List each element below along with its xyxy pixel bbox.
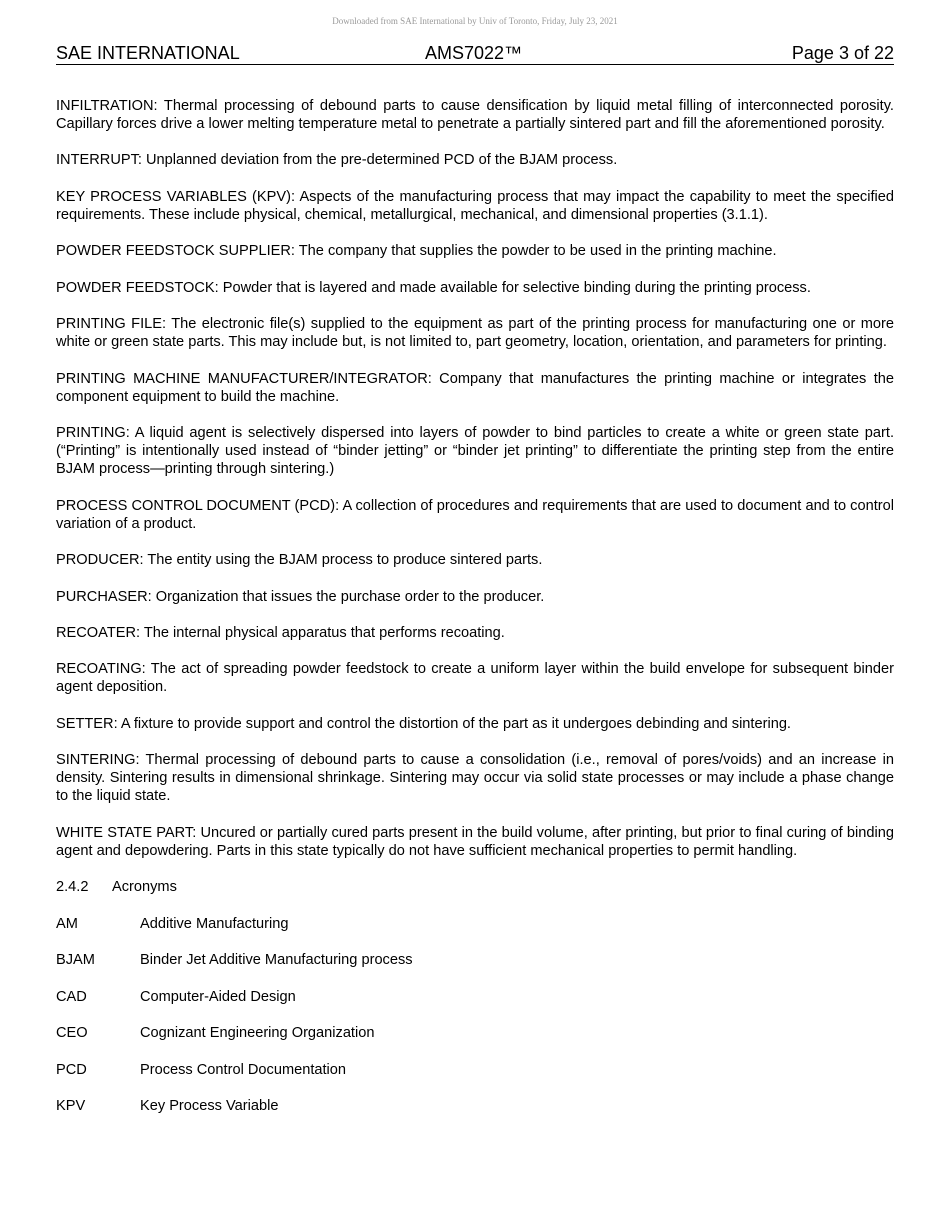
definition-printing: PRINTING: A liquid agent is selectively dispersed into layers of powder to bind particles to create a white or green state part. (“Printing” is intentionally used instead of “binder jetting” or “binder jet printing” to differentiate the printing step from the entire BJAM process—printing through sintering.)	[56, 425, 894, 478]
definition-printing-machine-manufacturer: PRINTING MACHINE MANUFACTURER/INTEGRATOR: Company that manufactures the printing machine or integrates the component equipment to build the machine.	[56, 370, 894, 405]
section-title: Acronyms	[112, 879, 177, 896]
acronym-abbr: AM	[56, 915, 78, 932]
definition-key-process-variables: KEY PROCESS VARIABLES (KPV): Aspects of the manufacturing process that may impact the capability to meet the specified requirements. These include physical, chemical, metallurgical, mechanical, and dimensional properties (3.1.1).	[56, 188, 894, 223]
section-heading-acronyms	[56, 878, 894, 896]
definition-powder-feedstock-supplier: POWDER FEEDSTOCK SUPPLIER: The company that supplies the powder to be used in the printing machine.	[56, 243, 777, 260]
definition-process-control-document: PROCESS CONTROL DOCUMENT (PCD): A collection of procedures and requirements that are used to document and to control variation of a product.	[56, 497, 894, 532]
definition-purchaser: PURCHASER: Organization that issues the purchase order to the producer.	[56, 588, 545, 605]
definition-white-state-part: WHITE STATE PART: Uncured or partially cured parts present in the build volume, after printing, but prior to final curing of binding agent and depowdering. Parts in this state typically do not have sufficient mechanical properties to permit handling.	[56, 824, 894, 859]
header-document-id: AMS7022™	[425, 43, 523, 63]
acronym-meaning: Computer-Aided Design	[140, 988, 296, 1005]
acronym-meaning: Cognizant Engineering Organization	[140, 1025, 375, 1042]
section-number: 2.4.2	[56, 879, 89, 896]
definition-producer: PRODUCER: The entity using the BJAM process to produce sintered parts.	[56, 552, 543, 569]
acronym-abbr: PCD	[56, 1061, 87, 1078]
definition-printing-file: PRINTING FILE: The electronic file(s) supplied to the equipment as part of the printing process for manufacturing one or more white or green state parts. This may include but, is not limited to, part geometry, location, orientation, and parameters for printing.	[56, 316, 894, 351]
acronym-row	[56, 1024, 894, 1042]
acronym-abbr: CEO	[56, 1025, 88, 1042]
definition-powder-feedstock: POWDER FEEDSTOCK: Powder that is layered and made available for selective binding during the printing process.	[56, 279, 811, 296]
definition-interrupt: INTERRUPT: Unplanned deviation from the pre-determined PCD of the BJAM process.	[56, 152, 618, 169]
acronym-abbr: CAD	[56, 988, 87, 1005]
header-organization: SAE INTERNATIONAL	[56, 43, 240, 63]
acronym-abbr: BJAM	[56, 952, 95, 969]
acronym-row	[56, 1061, 894, 1079]
definition-infiltration: INFILTRATION: Thermal processing of debound parts to cause densification by liquid metal filling of interconnected porosity. Capillary forces drive a lower melting temperature metal to penetrate a partially sintered part and fill the aforementioned porosity.	[56, 98, 894, 133]
acronym-row	[56, 951, 894, 969]
acronym-row	[56, 915, 894, 933]
acronym-meaning: Key Process Variable	[140, 1098, 279, 1115]
header-page-number: Page 3 of 22	[791, 43, 894, 63]
definition-recoating: RECOATING: The act of spreading powder feedstock to create a uniform layer within the build envelope for subsequent binder agent deposition.	[56, 661, 894, 696]
definition-recoater: RECOATER: The internal physical apparatus that performs recoating.	[56, 624, 505, 641]
definition-setter: SETTER: A fixture to provide support and control the distortion of the part as it undergoes debinding and sintering.	[56, 715, 791, 732]
acronym-meaning: Additive Manufacturing	[140, 915, 289, 932]
acronym-row	[56, 988, 894, 1006]
definition-sintering: SINTERING: Thermal processing of debound parts to cause a consolidation (i.e., removal of pores/voids) and an increase in density. Sintering results in dimensional shrinkage. Sintering may occur via solid state processes or may include a phase change to the liquid state.	[56, 752, 894, 805]
acronym-abbr: KPV	[56, 1098, 86, 1115]
acronym-row	[56, 1097, 894, 1115]
download-watermark: Downloaded from SAE International by Univ of Toronto, Friday, July 23, 2021	[332, 16, 618, 26]
page-header	[56, 43, 894, 65]
acronym-meaning: Process Control Documentation	[140, 1061, 347, 1078]
page-content	[56, 97, 894, 1134]
acronym-meaning: Binder Jet Additive Manufacturing process	[140, 952, 413, 969]
